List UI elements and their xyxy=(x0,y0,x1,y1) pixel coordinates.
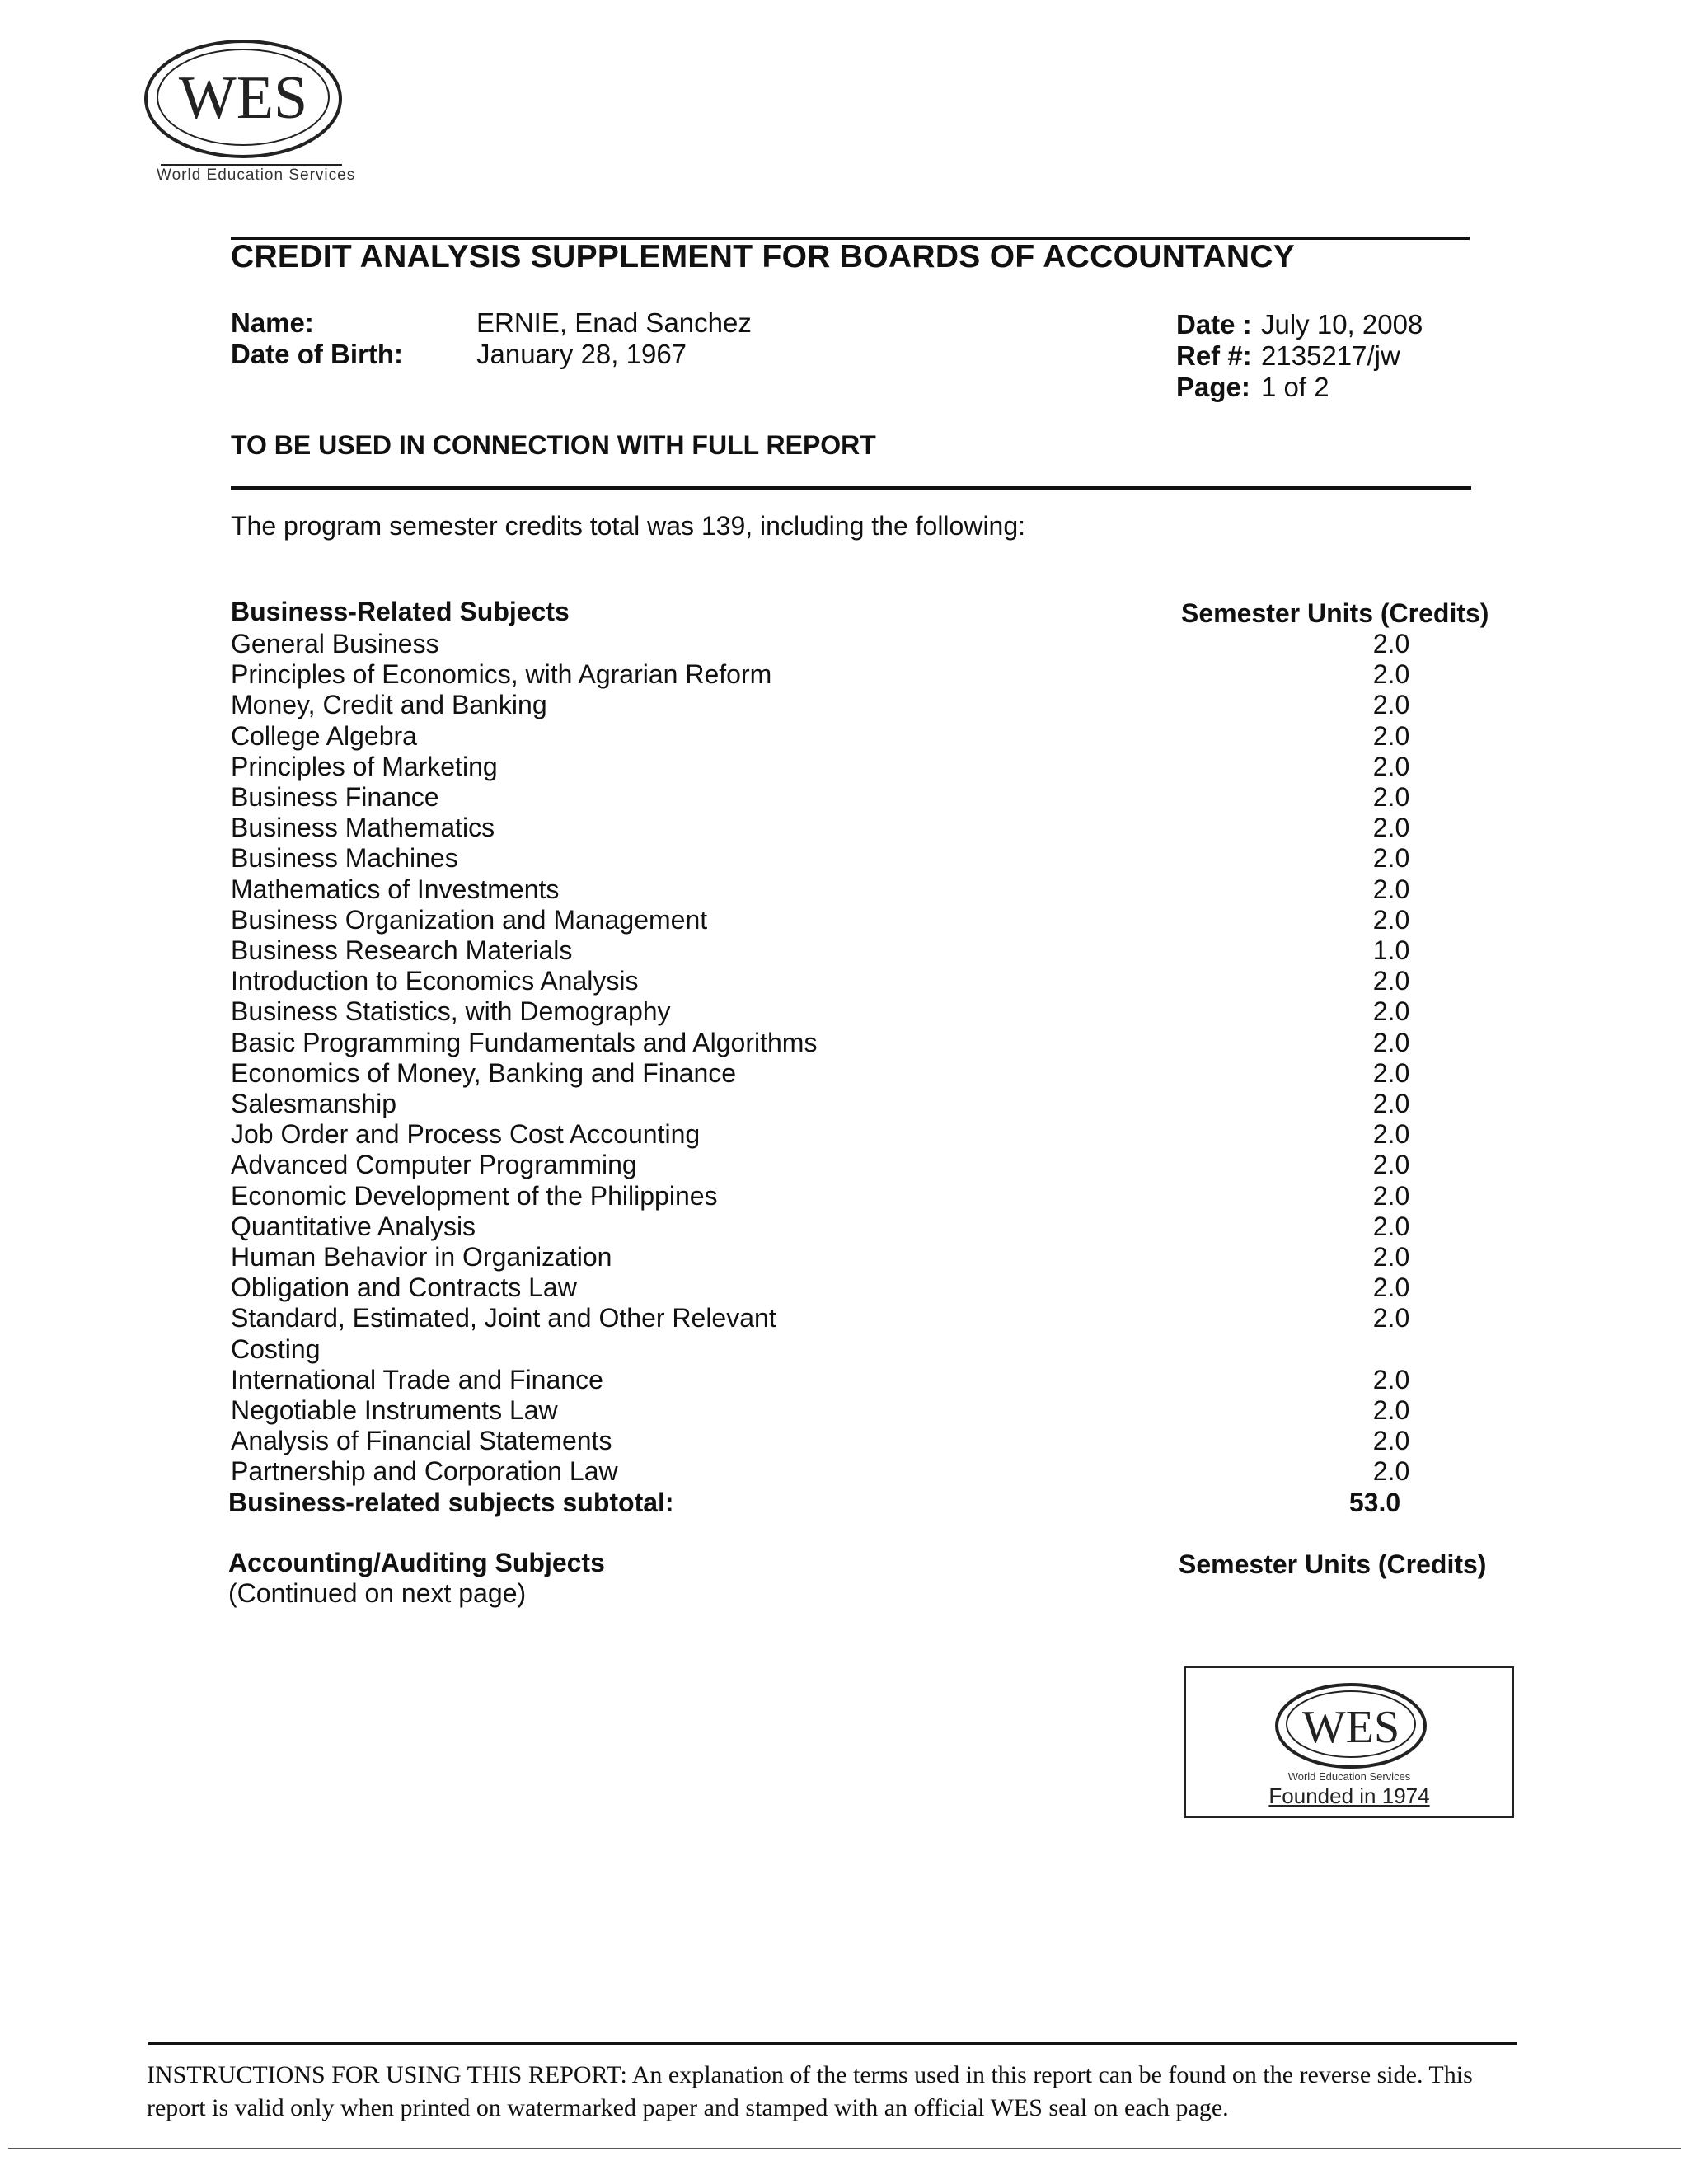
course-row xyxy=(231,629,1517,659)
course-credits: 2.0 xyxy=(1372,1303,1410,1333)
course-name: Business Finance xyxy=(231,782,439,813)
course-name: Standard, Estimated, Joint and Other Relevant Costing xyxy=(231,1303,776,1364)
course-credits: 2.0 xyxy=(1372,1272,1410,1303)
ref-number: 2135217/jw xyxy=(1261,340,1400,371)
bottom-edge-rule xyxy=(8,2148,1681,2149)
footer-instructions: INSTRUCTIONS FOR USING THIS REPORT: An explanation of the terms used in this report can be found on the reverse side. This report is valid only when printed on watermarked paper and stamped with an official WES seal on each page. xyxy=(147,2061,1473,2121)
course-credits: 1.0 xyxy=(1372,935,1410,966)
course-credits: 2.0 xyxy=(1372,813,1410,843)
business-units-heading: Semester Units (Credits) xyxy=(1181,598,1489,628)
course-row xyxy=(231,996,1517,1027)
course-row xyxy=(231,690,1517,720)
course-name: Economics of Money, Banking and Finance xyxy=(231,1057,737,1088)
business-section-heading: Business-Related Subjects xyxy=(231,597,570,626)
course-credits: 2.0 xyxy=(1372,1089,1410,1119)
intro-text: The program semester credits total was 139, including the following: xyxy=(231,511,1026,541)
usage-note: TO BE USED IN CONNECTION WITH FULL REPORT xyxy=(231,430,876,460)
course-name: Advanced Computer Programming xyxy=(231,1150,637,1180)
usage-rule xyxy=(231,486,1471,490)
course-credits: 2.0 xyxy=(1372,1456,1410,1487)
wes-seal-stamp xyxy=(1184,1666,1514,1818)
ref-label: Ref #: xyxy=(1176,340,1252,371)
course-row xyxy=(231,813,1517,843)
course-row xyxy=(231,1150,1517,1180)
course-row xyxy=(231,1119,1517,1150)
dob-label: Date of Birth: xyxy=(231,339,403,369)
course-row xyxy=(231,874,1517,905)
course-credits: 2.0 xyxy=(1372,1364,1410,1394)
course-name: Quantitative Analysis xyxy=(231,1211,476,1241)
course-name: General Business xyxy=(231,629,439,658)
subtotal-value: 53.0 xyxy=(1348,1488,1401,1517)
course-credits: 2.0 xyxy=(1372,1180,1410,1211)
date-label: Date : xyxy=(1176,309,1252,340)
course-row xyxy=(231,843,1517,874)
course-row xyxy=(231,1272,1517,1303)
course-name: Business Research Materials xyxy=(231,935,573,966)
course-name: Analysis of Financial Statements xyxy=(231,1426,612,1456)
course-row xyxy=(231,1212,1517,1242)
name-label: Name: xyxy=(231,307,314,338)
footer-rule xyxy=(148,2042,1517,2045)
course-credits: 2.0 xyxy=(1372,1057,1410,1088)
course-row xyxy=(231,1426,1517,1456)
stamp-tagline: World Education Services xyxy=(1287,1770,1411,1783)
course-credits: 2.0 xyxy=(1372,1242,1410,1272)
course-name: Business Organization and Management xyxy=(231,904,708,935)
page-label: Page: xyxy=(1176,372,1250,402)
page-title: CREDIT ANALYSIS SUPPLEMENT FOR BOARDS OF ACCOUNTANCY xyxy=(231,239,1296,274)
course-row xyxy=(231,1181,1517,1212)
course-name: Principles of Marketing xyxy=(231,751,498,781)
course-row xyxy=(231,1303,1517,1364)
course-credits: 2.0 xyxy=(1372,1150,1410,1180)
course-name: International Trade and Finance xyxy=(231,1364,603,1394)
course-credits: 2.0 xyxy=(1372,1426,1410,1456)
course-name: Economic Development of the Philippines xyxy=(231,1180,718,1211)
course-name: Introduction to Economics Analysis xyxy=(231,966,639,996)
course-credits: 2.0 xyxy=(1372,1211,1410,1241)
accounting-section-heading: Accounting/Auditing Subjects xyxy=(228,1548,605,1577)
course-name: Salesmanship xyxy=(231,1089,396,1119)
subtotal-label: Business-related subjects subtotal: xyxy=(228,1488,674,1517)
course-credits: 2.0 xyxy=(1372,659,1410,690)
course-credits: 2.0 xyxy=(1372,1027,1410,1057)
course-credits: 2.0 xyxy=(1372,966,1410,996)
course-row xyxy=(231,1242,1517,1272)
course-name: Business Statistics, with Demography xyxy=(231,996,671,1027)
course-credits: 2.0 xyxy=(1372,874,1410,904)
course-row xyxy=(231,752,1517,782)
course-row xyxy=(231,659,1517,690)
logo-tagline: World Education Services xyxy=(157,166,356,184)
accounting-units-heading: Semester Units (Credits) xyxy=(1179,1549,1487,1579)
course-credits: 2.0 xyxy=(1372,629,1410,658)
applicant-name: ERNIE, Enad Sanchez xyxy=(476,307,752,338)
course-name: Mathematics of Investments xyxy=(231,874,560,904)
course-list xyxy=(231,629,1517,1488)
course-name: Negotiable Instruments Law xyxy=(231,1395,558,1426)
course-name: College Algebra xyxy=(231,720,417,751)
course-row xyxy=(231,782,1517,813)
course-row xyxy=(231,721,1517,752)
report-date: July 10, 2008 xyxy=(1261,309,1423,340)
course-row xyxy=(231,966,1517,996)
course-row xyxy=(231,1365,1517,1395)
continued-note: (Continued on next page) xyxy=(228,1578,527,1608)
course-credits: 2.0 xyxy=(1372,1395,1410,1426)
course-row xyxy=(231,1395,1517,1426)
stamp-founded: Founded in 1974 xyxy=(1268,1783,1430,1808)
course-row xyxy=(231,1058,1517,1089)
course-row xyxy=(231,905,1517,935)
course-row xyxy=(231,1089,1517,1119)
course-credits: 2.0 xyxy=(1372,720,1410,751)
logo-text: WES xyxy=(178,64,308,132)
course-name: Job Order and Process Cost Accounting xyxy=(231,1119,701,1150)
course-name: Obligation and Contracts Law xyxy=(231,1272,577,1303)
course-row xyxy=(231,935,1517,966)
course-credits: 2.0 xyxy=(1372,996,1410,1027)
course-row xyxy=(231,1456,1517,1487)
course-name: Human Behavior in Organization xyxy=(231,1242,612,1272)
course-name: Principles of Economics, with Agrarian Reform xyxy=(231,659,772,690)
course-name: Basic Programming Fundamentals and Algorithms xyxy=(231,1027,818,1057)
course-credits: 2.0 xyxy=(1372,690,1410,720)
course-credits: 2.0 xyxy=(1372,1119,1410,1150)
course-credits: 2.0 xyxy=(1372,751,1410,781)
stamp-logo-text: WES xyxy=(1301,1702,1400,1753)
course-name: Business Mathematics xyxy=(231,813,495,843)
page-number: 1 of 2 xyxy=(1261,372,1329,402)
course-name: Business Machines xyxy=(231,843,458,874)
course-credits: 2.0 xyxy=(1372,843,1410,874)
stamp-logo xyxy=(1268,1675,1433,1782)
course-credits: 2.0 xyxy=(1372,904,1410,935)
course-credits: 2.0 xyxy=(1372,782,1410,813)
applicant-dob: January 28, 1967 xyxy=(476,339,687,369)
course-name: Partnership and Corporation Law xyxy=(231,1456,618,1487)
course-row xyxy=(231,1028,1517,1058)
course-name: Money, Credit and Banking xyxy=(231,690,547,720)
